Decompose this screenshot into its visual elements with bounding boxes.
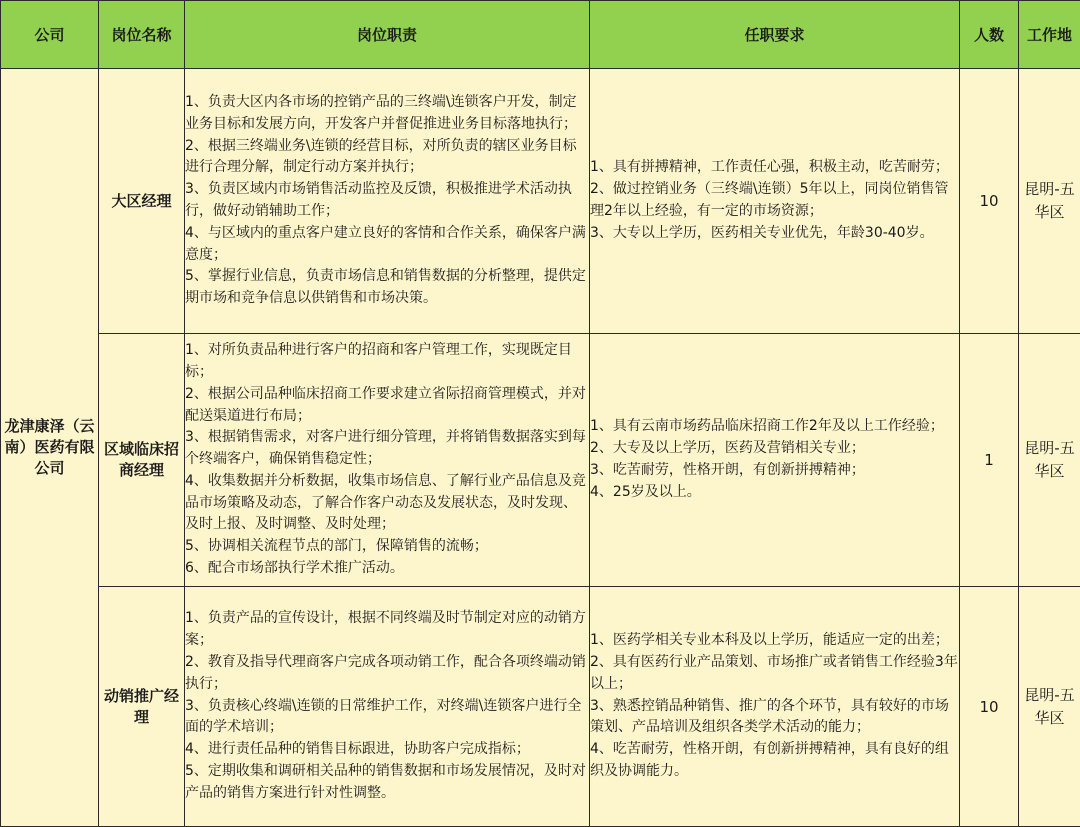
duty-line: 2、根据公司品种临床招商工作要求建立省际招商管理模式，并对配送渠道进行布局； [185, 384, 589, 428]
requirements-cell [590, 334, 960, 587]
duty-line: 4、与区域内的重点客户建立良好的客情和合作关系，确保客户满意度； [185, 223, 589, 267]
duty-line: 3、负责核心终端\连锁的日常维护工作，对终端\连锁客户进行全面的学术培训； [185, 696, 589, 740]
duties-cell [185, 69, 590, 334]
header-count: 人数 [960, 1, 1019, 69]
requirement-line: 4、吃苦耐劳，性格开朗，有创新拼搏精神，具有良好的组织及协调能力。 [590, 739, 959, 783]
header-row [1, 1, 1080, 69]
work-location: 昆明-五华区 [1019, 334, 1080, 587]
headcount: 10 [960, 69, 1019, 334]
requirement-line: 2、具有医药行业产品策划、市场推广或者销售工作经验3年以上； [590, 652, 959, 696]
duty-line: 6、配合市场部执行学术推广活动。 [185, 558, 589, 580]
table-row [1, 334, 1080, 587]
work-location: 昆明-五华区 [1019, 69, 1080, 334]
requirement-line: 3、熟悉控销品种销售、推广的各个环节，具有较好的市场策划、产品培训及组织各类学术活动的能力； [590, 696, 959, 740]
headcount: 10 [960, 587, 1019, 827]
requirement-line: 4、25岁及以上。 [590, 482, 959, 504]
requirement-line: 2、大专及以上学历，医药及营销相关专业； [590, 438, 959, 460]
duty-line: 3、负责区域内市场销售活动监控及反馈，积极推进学术活动执行，做好动销辅助工作； [185, 179, 589, 223]
duty-line: 1、对所负责品种进行客户的招商和客户管理工作，实现既定目标； [185, 340, 589, 384]
company-name: 龙津康泽（云南）医药有限公司 [1, 69, 99, 827]
duty-line: 2、教育及指导代理商客户完成各项动销工作，配合各项终端动销执行； [185, 652, 589, 696]
table-row [1, 587, 1080, 827]
header-requirements: 任职要求 [590, 1, 960, 69]
header-duties: 岗位职责 [185, 1, 590, 69]
requirement-line: 1、具有云南市场药品临床招商工作2年及以上工作经验； [590, 416, 959, 438]
position-name: 区域临床招商经理 [99, 334, 185, 587]
requirements-cell [590, 69, 960, 334]
duty-line: 5、协调相关流程节点的部门，保障销售的流畅； [185, 536, 589, 558]
header-position: 岗位名称 [99, 1, 185, 69]
duties-cell [185, 334, 590, 587]
requirement-line: 1、医药学相关专业本科及以上学历，能适应一定的出差； [590, 630, 959, 652]
duties-cell [185, 587, 590, 827]
duty-line: 5、掌握行业信息，负责市场信息和销售数据的分析整理，提供定期市场和竞争信息以供销售和市场决策。 [185, 266, 589, 310]
header-location: 工作地 [1019, 1, 1080, 69]
requirement-line: 3、大专以上学历，医药相关专业优先，年龄30-40岁。 [590, 223, 959, 245]
requirement-line: 3、吃苦耐劳，性格开朗，有创新拼搏精神； [590, 460, 959, 482]
duty-line: 4、收集数据并分析数据，收集市场信息、了解行业产品信息及竞品市场策略及动态，了解合作客户动态及发展状态，及时发现、及时上报、及时调整、及时处理； [185, 471, 589, 536]
position-name: 动销推广经理 [99, 587, 185, 827]
duty-line: 5、定期收集和调研相关品种的销售数据和市场发展情况，及时对产品的销售方案进行针对性调整。 [185, 761, 589, 805]
requirement-line: 2、做过控销业务（三终端\连锁）5年以上，同岗位销售管理2年以上经验，有一定的市场资源； [590, 179, 959, 223]
work-location: 昆明-五华区 [1019, 587, 1080, 827]
duty-line: 1、负责大区内各市场的控销产品的三终端\连锁客户开发，制定业务目标和发展方向，开发客户并督促推进业务目标落地执行； [185, 92, 589, 136]
requirement-line: 1、具有拼搏精神，工作责任心强，积极主动，吃苦耐劳； [590, 157, 959, 179]
duty-line: 4、进行责任品种的销售目标跟进，协助客户完成指标； [185, 739, 589, 761]
table-row [1, 69, 1080, 334]
position-name: 大区经理 [99, 69, 185, 334]
header-company: 公司 [1, 1, 99, 69]
duty-line: 2、根据三终端业务\连锁的经营目标，对所负责的辖区业务目标进行合理分解，制定行动方案并执行； [185, 136, 589, 180]
duty-line: 1、负责产品的宣传设计，根据不同终端及时节制定对应的动销方案； [185, 608, 589, 652]
headcount: 1 [960, 334, 1019, 587]
duty-line: 3、根据销售需求，对客户进行细分管理，并将销售数据落实到每个终端客户，确保销售稳定性； [185, 427, 589, 471]
requirements-cell [590, 587, 960, 827]
